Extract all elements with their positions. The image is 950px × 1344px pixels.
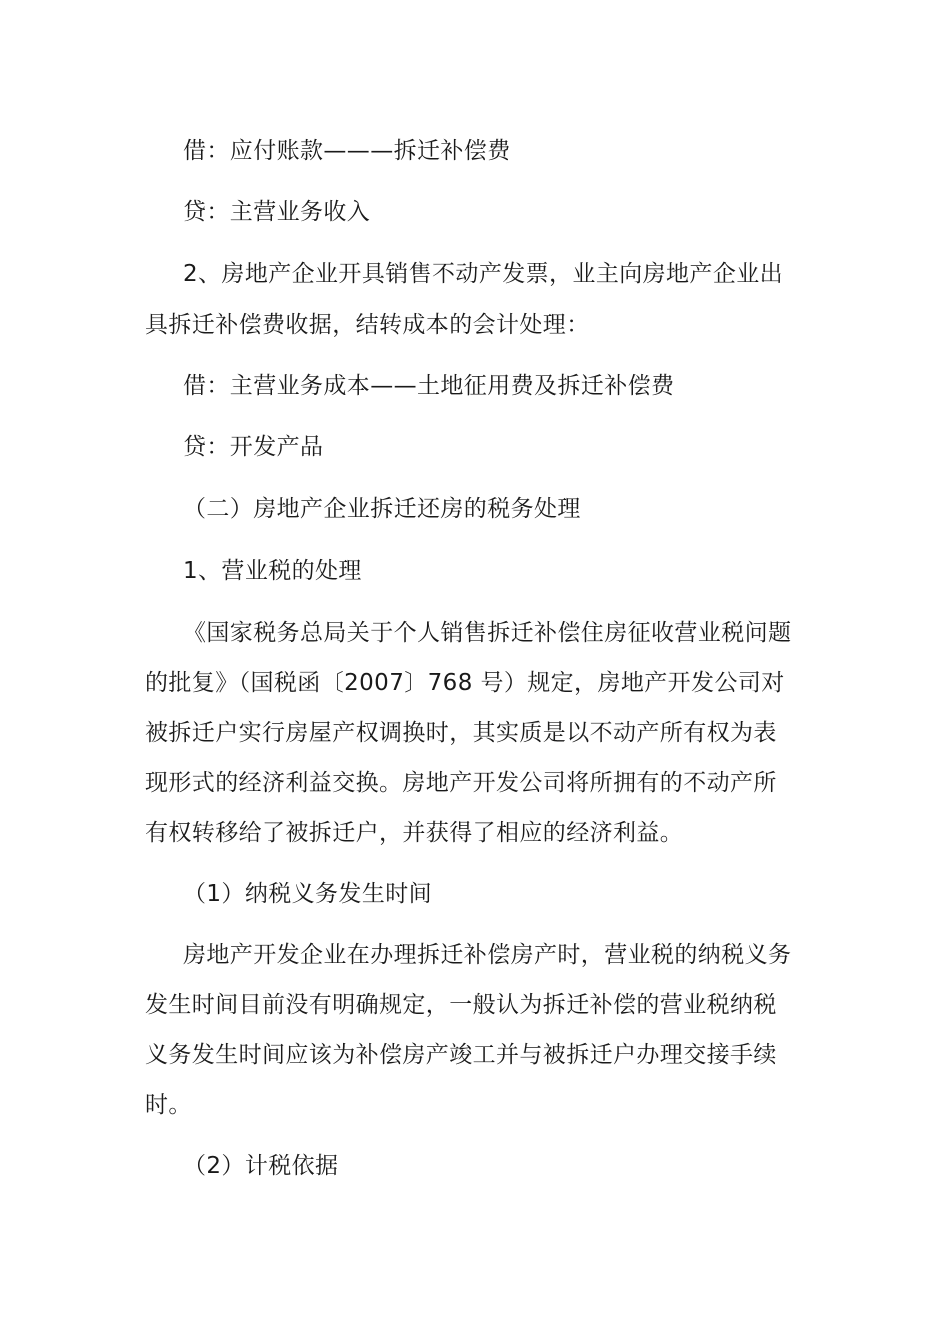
entry-debit-payable: 借：应付账款———拆迁补偿费 — [183, 138, 511, 164]
entry-debit-cost: 借：主营业务成本——土地征用费及拆迁补偿费 — [183, 373, 675, 399]
subsection-heading: 1、营业税的处理 — [183, 558, 362, 584]
paragraph-line: 的批复》（国税函〔2007〕768 号）规定，房地产开发公司对 — [145, 670, 785, 696]
paragraph-line: 房地产开发企业在办理拆迁补偿房产时，营业税的纳税义务 — [183, 942, 792, 968]
section-heading: （二）房地产企业拆迁还房的税务处理 — [183, 496, 581, 522]
paragraph-line: 有权转移给了被拆迁户，并获得了相应的经济利益。 — [145, 820, 684, 846]
paragraph-line: 2、房地产企业开具销售不动产发票，业主向房地产企业出 — [183, 261, 784, 287]
paragraph-line: 被拆迁户实行房屋产权调换时，其实质是以不动产所有权为表 — [145, 720, 777, 746]
item-heading: （1）纳税义务发生时间 — [183, 881, 433, 907]
paragraph-line: 现形式的经济利益交换。房地产开发公司将所拥有的不动产所 — [145, 770, 777, 796]
paragraph-line: 具拆迁补偿费收据，结转成本的会计处理： — [145, 312, 590, 338]
paragraph-line: 时。 — [145, 1092, 192, 1118]
paragraph-line: 发生时间目前没有明确规定，一般认为拆迁补偿的营业税纳税 — [145, 992, 777, 1018]
item-heading: （2）计税依据 — [183, 1153, 339, 1179]
paragraph-line: 《国家税务总局关于个人销售拆迁补偿住房征收营业税问题 — [183, 620, 792, 646]
entry-credit-revenue: 贷：主营业务收入 — [183, 199, 371, 225]
entry-credit-product: 贷：开发产品 — [183, 434, 324, 460]
paragraph-line: 义务发生时间应该为补偿房产竣工并与被拆迁户办理交接手续 — [145, 1042, 777, 1068]
